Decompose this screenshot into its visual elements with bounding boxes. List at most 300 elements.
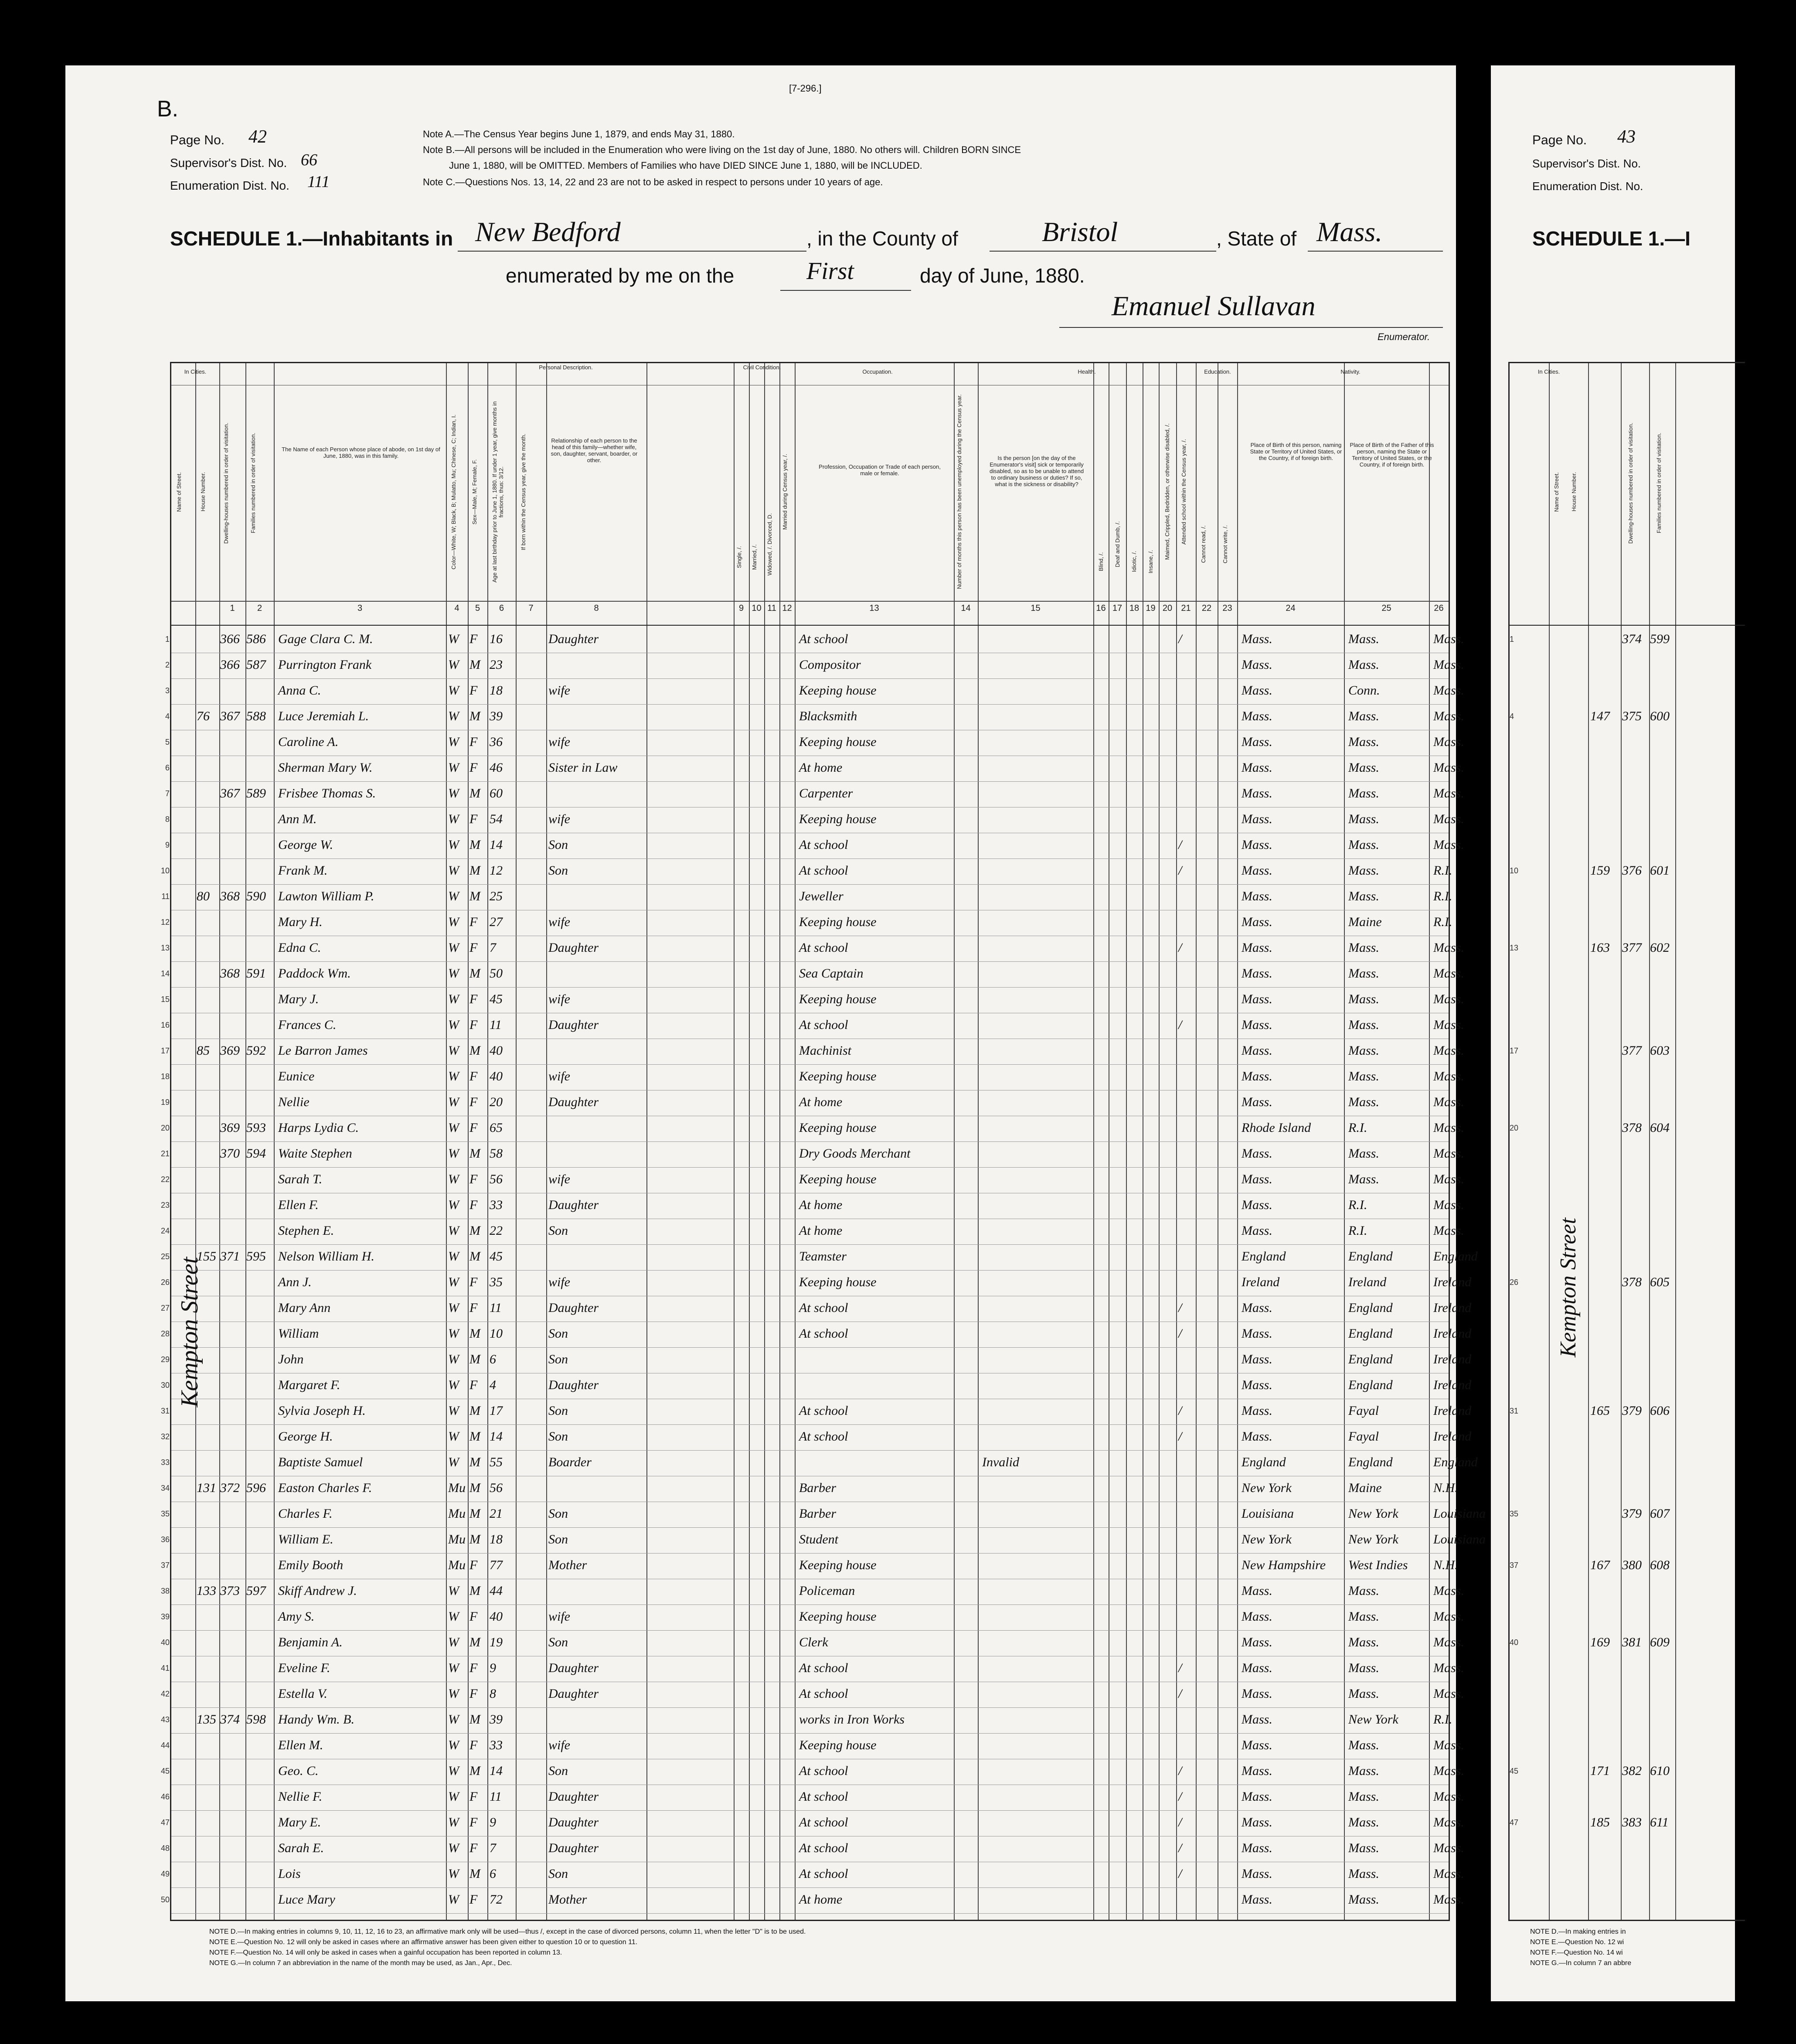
col-4-color: Color—White, W; Black, B; Mulatto, Mu; Chinese, C; Indian, I. [450, 414, 457, 569]
mother-birthplace-cell: R.I. [1433, 915, 1452, 929]
sex-cell: M [469, 657, 480, 672]
mother-birthplace-cell: Mass. [1433, 1609, 1464, 1624]
census-row [160, 1682, 1464, 1708]
column-number: 19 [1146, 603, 1156, 613]
father-birthplace-cell: Mass. [1348, 966, 1379, 981]
attended-school-cell: / [1178, 1686, 1182, 1701]
age-cell: 55 [490, 1455, 503, 1469]
enumeration-number: 111 [307, 173, 330, 191]
attended-school-cell: / [1178, 1018, 1182, 1032]
person-name-cell: Ann M. [278, 812, 317, 826]
relationship-cell: Daughter [548, 1815, 599, 1829]
age-cell: 25 [490, 889, 503, 903]
relationship-cell: wife [548, 1609, 570, 1624]
col-14-unemployed: Number of months this person has been unemployed during the Census year. [956, 394, 963, 589]
person-name-cell: Mary J. [278, 992, 319, 1006]
age-cell: 58 [490, 1146, 503, 1161]
occupation-cell: At school [799, 1018, 848, 1032]
relationship-cell: Mother [548, 1558, 587, 1572]
col-21-attended-school: Attended school within the Census year, /. [1180, 439, 1187, 545]
age-cell: 40 [490, 1043, 503, 1058]
father-birthplace-cell: Ireland [1348, 1275, 1387, 1289]
person-name-cell: Frances C. [278, 1018, 337, 1032]
occupation-cell: At school [799, 1686, 848, 1701]
birthplace-cell: Mass. [1242, 889, 1272, 903]
mother-birthplace-cell: Ireland [1433, 1352, 1472, 1366]
census-row [160, 1656, 1464, 1682]
occupation-cell: Barber [799, 1481, 836, 1495]
line-number: 17 [160, 1046, 170, 1055]
age-cell: 44 [490, 1584, 503, 1598]
page-number-label: Page No. [170, 133, 225, 147]
father-birthplace-cell: Mass. [1348, 1584, 1379, 1598]
dwelling-number-cell: 366 [220, 657, 240, 672]
mother-birthplace-cell: Mass. [1433, 1635, 1464, 1649]
line-number: 32 [160, 1432, 170, 1441]
family-number-cell: 604 [1650, 1121, 1670, 1135]
col-19-insane: Insane, /. [1147, 550, 1154, 573]
relationship-cell: Son [548, 1506, 568, 1521]
color-cell: W [448, 838, 459, 852]
person-name-cell: Ellen F. [278, 1198, 319, 1212]
relationship-cell: Son [548, 1404, 568, 1418]
mother-birthplace-cell: N.H. [1433, 1481, 1458, 1495]
color-cell: W [448, 735, 459, 749]
mother-birthplace-cell: Mass. [1433, 709, 1464, 723]
sex-cell: M [469, 1223, 480, 1238]
relationship-cell: Son [548, 1532, 568, 1547]
father-birthplace-cell: England [1348, 1352, 1393, 1366]
birthplace-cell: Rhode Island [1242, 1121, 1311, 1135]
line-number: 14 [160, 969, 170, 978]
occupation-cell: Policeman [799, 1584, 855, 1598]
sex-cell: F [469, 1738, 478, 1752]
sex-cell: F [469, 1789, 478, 1804]
col-23-cannot-write: Cannot write, /. [1222, 525, 1228, 563]
birthplace-cell: Mass. [1242, 1095, 1272, 1109]
age-cell: 23 [490, 657, 503, 672]
family-number-cell: 592 [246, 1043, 266, 1058]
mother-birthplace-cell: Mass. [1433, 1867, 1464, 1881]
color-cell: W [448, 1892, 459, 1907]
right-group-in-cities: In Cities. [1537, 368, 1560, 375]
father-birthplace-cell: R.I. [1348, 1198, 1367, 1212]
relationship-cell: Daughter [548, 1661, 599, 1675]
person-name-cell: Le Barron James [278, 1043, 368, 1058]
relationship-cell: Daughter [548, 1378, 599, 1392]
line-number: 11 [161, 892, 170, 901]
occupation-cell: Keeping house [799, 812, 877, 826]
color-cell: W [448, 786, 459, 801]
column-number: 16 [1096, 603, 1106, 613]
mother-birthplace-cell: Mass. [1433, 1223, 1464, 1238]
enumeration-label: Enumeration Dist. No. [170, 179, 289, 192]
attended-school-cell: / [1178, 940, 1182, 955]
father-birthplace-cell: New York [1348, 1506, 1398, 1521]
person-name-cell: Stephen E. [278, 1223, 334, 1238]
person-name-cell: Emily Booth [278, 1558, 344, 1572]
sickness-cell: Invalid [982, 1455, 1019, 1469]
mother-birthplace-cell: Mass. [1433, 1841, 1464, 1855]
attended-school-cell: / [1178, 1661, 1182, 1675]
county-name: Bristol [1042, 216, 1118, 247]
color-cell: W [448, 1121, 459, 1135]
birthplace-cell: Mass. [1242, 992, 1272, 1006]
birthplace-cell: Mass. [1242, 657, 1272, 672]
line-number: 19 [160, 1098, 170, 1107]
house-number-cell: 76 [197, 709, 210, 723]
house-number-cell: 131 [197, 1481, 216, 1495]
group-civil: Civil Condition. [743, 364, 781, 371]
father-birthplace-cell: Mass. [1348, 760, 1379, 775]
state-label: , State of [1216, 227, 1297, 250]
birthplace-cell: New Hampshire [1242, 1558, 1326, 1572]
line-number: 24 [160, 1226, 170, 1235]
person-name-cell: Edna C. [278, 940, 321, 955]
mother-birthplace-cell: Mass. [1433, 1043, 1464, 1058]
schedule-label: SCHEDULE 1.—Inhabitants in [170, 227, 453, 250]
note-f: NOTE F.—Question No. 14 will only be asked in cases when a gainful occupation has been reported in column 13. [209, 1949, 562, 1956]
father-birthplace-cell: Mass. [1348, 1635, 1379, 1649]
color-cell: W [448, 760, 459, 775]
birthplace-cell: Mass. [1242, 683, 1272, 698]
note-c: Note C.—Questions Nos. 13, 14, 22 and 23 are not to be asked in respect to persons under 10 years of age. [423, 177, 883, 187]
mother-birthplace-cell: Ireland [1433, 1404, 1472, 1418]
person-name-cell: Mary E. [278, 1815, 321, 1829]
family-number-cell: 599 [1650, 632, 1670, 646]
right-col-street: Name of Street. [1553, 472, 1560, 512]
mother-birthplace-cell: Mass. [1433, 1815, 1464, 1829]
right-col-family: Families numbered in order of visitation. [1656, 433, 1662, 534]
age-cell: 56 [490, 1481, 503, 1495]
sex-cell: F [469, 683, 478, 698]
age-cell: 33 [490, 1738, 503, 1752]
person-name-cell: Mary H. [278, 915, 323, 929]
person-name-cell: Sherman Mary W. [278, 760, 373, 775]
day-underline [780, 290, 911, 291]
right-census-row [1510, 1553, 1745, 1581]
house-number-cell: 185 [1590, 1815, 1610, 1829]
line-number: 35 [160, 1509, 170, 1518]
house-number-cell: 167 [1590, 1558, 1610, 1572]
color-cell: W [448, 1198, 459, 1212]
birthplace-cell: Mass. [1242, 709, 1272, 723]
line-number: 7 [165, 789, 170, 798]
census-row [160, 1759, 1464, 1785]
line-number: 2 [165, 661, 170, 669]
line-number: 37 [1510, 1561, 1519, 1570]
father-birthplace-cell: Mass. [1348, 1841, 1379, 1855]
age-cell: 11 [490, 1301, 502, 1315]
sex-cell: M [469, 1146, 480, 1161]
sex-cell: M [469, 1326, 480, 1341]
right-census-table [1508, 362, 1745, 1921]
occupation-cell: At school [799, 632, 848, 646]
dwelling-number-cell: 369 [220, 1043, 240, 1058]
col-13-occupation: Profession, Occupation or Trade of each person, male or female. [819, 463, 941, 477]
column-number: 6 [499, 603, 504, 613]
sex-cell: F [469, 1069, 478, 1083]
mother-birthplace-cell: Mass. [1433, 1198, 1464, 1212]
dwelling-number-cell: 373 [220, 1584, 240, 1598]
person-name-cell: Geo. C. [278, 1764, 319, 1778]
sex-cell: M [469, 1249, 480, 1264]
attended-school-cell: / [1178, 838, 1182, 852]
relationship-cell: Son [548, 1867, 568, 1881]
age-cell: 7 [490, 940, 496, 955]
birthplace-cell: Mass. [1242, 1686, 1272, 1701]
line-number: 3 [165, 686, 170, 695]
dwelling-number-cell: 381 [1622, 1635, 1642, 1649]
occupation-cell: At school [799, 1841, 848, 1855]
sex-cell: M [469, 1404, 480, 1418]
dwelling-number-cell: 370 [220, 1146, 240, 1161]
father-birthplace-cell: Mass. [1348, 863, 1379, 878]
col-2-family: Families numbered in order of visitation. [250, 433, 256, 534]
color-cell: W [448, 1635, 459, 1649]
census-row [160, 1707, 1452, 1734]
birthplace-cell: Mass. [1242, 1738, 1272, 1752]
mother-birthplace-cell: R.I. [1433, 889, 1452, 903]
occupation-cell: At school [799, 1867, 848, 1881]
color-cell: Mu [448, 1481, 466, 1495]
age-cell: 40 [490, 1069, 503, 1083]
color-cell: W [448, 1738, 459, 1752]
age-cell: 36 [490, 735, 503, 749]
right-census-row [1510, 1759, 1745, 1787]
occupation-cell: At school [799, 1404, 848, 1418]
father-birthplace-cell: Fayal [1348, 1404, 1379, 1418]
county-underline [990, 251, 1216, 252]
birthplace-cell: Mass. [1242, 735, 1272, 749]
age-cell: 56 [490, 1172, 503, 1186]
father-birthplace-cell: Mass. [1348, 812, 1379, 826]
relationship-cell: Daughter [548, 1841, 599, 1855]
column-number: 22 [1201, 603, 1212, 613]
family-number-cell: 611 [1650, 1815, 1669, 1829]
column-number: 10 [752, 603, 762, 613]
birthplace-cell: Mass. [1242, 1584, 1272, 1598]
mother-birthplace-cell: Ireland [1433, 1275, 1472, 1289]
line-number: 30 [160, 1381, 170, 1390]
line-number: 46 [160, 1792, 170, 1801]
sex-cell: M [469, 1429, 480, 1444]
occupation-cell: Dry Goods Merchant [799, 1146, 911, 1161]
sex-cell: M [469, 1584, 480, 1598]
father-birthplace-cell: New York [1348, 1532, 1398, 1547]
right-census-row [1510, 1502, 1745, 1530]
age-cell: 65 [490, 1121, 503, 1135]
family-number-cell: 598 [246, 1712, 266, 1727]
sex-cell: F [469, 1686, 478, 1701]
dwelling-number-cell: 368 [220, 966, 240, 981]
occupation-cell: Keeping house [799, 1069, 877, 1083]
line-number: 44 [160, 1741, 170, 1750]
right-note-f: NOTE F.—Question No. 14 wi [1530, 1949, 1623, 1956]
line-number: 26 [1510, 1278, 1519, 1287]
column-number: 21 [1181, 603, 1191, 613]
col-9-single: Single, /. [736, 546, 742, 569]
census-row [165, 678, 1464, 705]
census-page-left [65, 65, 1486, 2001]
father-birthplace-cell: England [1348, 1326, 1393, 1341]
occupation-cell: Blacksmith [799, 709, 857, 723]
dwelling-number-cell: 371 [220, 1249, 240, 1264]
age-cell: 21 [490, 1506, 503, 1521]
occupation-cell: At school [799, 1301, 848, 1315]
right-census-row [1510, 1116, 1745, 1144]
col-3-name: The Name of each Person whose place of abode, on 1st day of June, 1880, was in this family. [282, 446, 440, 459]
dwelling-number-cell: 368 [220, 889, 240, 903]
age-cell: 10 [490, 1326, 503, 1341]
house-number-cell: 85 [197, 1043, 210, 1058]
right-census-row [1510, 1630, 1745, 1658]
dwelling-number-cell: 375 [1622, 709, 1642, 723]
census-row [160, 936, 1464, 962]
father-birthplace-cell: England [1348, 1249, 1393, 1264]
census-row [160, 1887, 1464, 1914]
occupation-cell: Keeping house [799, 915, 877, 929]
group-education: Education. [1204, 368, 1231, 375]
color-cell: W [448, 1815, 459, 1829]
family-number-cell: 605 [1650, 1275, 1670, 1289]
census-row [160, 1785, 1464, 1811]
sex-cell: F [469, 1121, 478, 1135]
sex-cell: M [469, 1481, 480, 1495]
color-cell: W [448, 1352, 459, 1366]
family-number-cell: 597 [246, 1584, 266, 1598]
column-number: 9 [738, 603, 744, 613]
line-number: 8 [165, 815, 170, 824]
col-5-sex: Sex—Male, M; Female, F. [471, 459, 478, 525]
sex-cell: F [469, 1198, 478, 1212]
father-birthplace-cell: Mass. [1348, 1146, 1379, 1161]
dwelling-number-cell: 378 [1622, 1275, 1642, 1289]
census-row [160, 1141, 1464, 1168]
person-name-cell: Handy Wm. B. [278, 1712, 354, 1727]
birthplace-cell: Mass. [1242, 1429, 1272, 1444]
father-birthplace-cell: Maine [1348, 1481, 1382, 1495]
mother-birthplace-cell: R.I. [1433, 1712, 1452, 1727]
census-row [160, 1167, 1464, 1193]
line-number: 6 [165, 763, 170, 772]
occupation-cell: Keeping house [799, 1738, 877, 1752]
father-birthplace-cell: Mass. [1348, 992, 1379, 1006]
relationship-cell: Daughter [548, 1301, 599, 1315]
col-street: Name of Street. [176, 472, 182, 512]
father-birthplace-cell: Mass. [1348, 1018, 1379, 1032]
relationship-cell: Boarder [548, 1455, 592, 1469]
birthplace-cell: New York [1242, 1481, 1292, 1495]
census-row [160, 1373, 1472, 1399]
person-name-cell: Ellen M. [278, 1738, 323, 1752]
relationship-cell: Mother [548, 1892, 587, 1907]
right-page-number: 43 [1617, 127, 1636, 147]
census-row [160, 961, 1464, 988]
line-number: 47 [160, 1818, 170, 1827]
census-row [160, 1090, 1464, 1116]
relationship-cell: wife [548, 1172, 570, 1186]
sex-cell: M [469, 1532, 480, 1547]
note-a: Note A.—The Census Year begins June 1, 1879, and ends May 31, 1880. [423, 129, 735, 140]
relationship-cell: Son [548, 863, 568, 878]
state-name: Mass. [1316, 216, 1383, 247]
birthplace-cell: Mass. [1242, 940, 1272, 955]
age-cell: 17 [490, 1404, 503, 1418]
color-cell: W [448, 709, 459, 723]
column-number: 25 [1381, 603, 1391, 613]
person-name-cell: Lois [278, 1867, 301, 1881]
relationship-cell: wife [548, 812, 570, 826]
occupation-cell: Sea Captain [799, 966, 864, 981]
right-census-row [1510, 1810, 1745, 1838]
birthplace-cell: Mass. [1242, 1815, 1272, 1829]
person-name-cell: William [278, 1326, 319, 1341]
sex-cell: F [469, 1609, 478, 1624]
mother-birthplace-cell: Mass. [1433, 1584, 1464, 1598]
mother-birthplace-cell: Mass. [1433, 1789, 1464, 1804]
relationship-cell: wife [548, 735, 570, 749]
age-cell: 9 [490, 1661, 496, 1675]
color-cell: W [448, 632, 459, 646]
birthplace-cell: Mass. [1242, 1378, 1272, 1392]
line-number: 48 [160, 1844, 170, 1853]
person-name-cell: Eunice [278, 1069, 315, 1083]
occupation-cell: Compositor [799, 657, 861, 672]
right-census-row [1510, 1399, 1745, 1427]
line-number: 31 [1510, 1407, 1519, 1415]
line-number: 15 [160, 995, 170, 1004]
color-cell: W [448, 1841, 459, 1855]
col-25-father-birthplace: Place of Birth of the Father of this person, naming the State or Territory of United States, or the Country, if of foreign birth. [1350, 442, 1434, 468]
col-house: House Number. [200, 472, 206, 512]
person-name-cell: Sarah E. [278, 1841, 324, 1855]
house-number-cell: 165 [1590, 1404, 1610, 1418]
relationship-cell: wife [548, 683, 570, 698]
right-note-d: NOTE D.—In making entries in [1530, 1928, 1626, 1935]
form-stamp: [7-296.] [789, 83, 822, 94]
father-birthplace-cell: Mass. [1348, 1764, 1379, 1778]
line-number: 17 [1510, 1046, 1519, 1055]
occupation-cell: Keeping house [799, 1275, 877, 1289]
line-number: 47 [1510, 1818, 1519, 1827]
age-cell: 16 [490, 632, 503, 646]
age-cell: 39 [490, 1712, 503, 1727]
mother-birthplace-cell: Mass. [1433, 786, 1464, 801]
census-row [160, 1733, 1464, 1759]
family-number-cell: 600 [1650, 709, 1670, 723]
person-name-cell: Easton Charles F. [278, 1481, 372, 1495]
family-number-cell: 594 [246, 1146, 266, 1161]
father-birthplace-cell: Mass. [1348, 735, 1379, 749]
house-number-cell: 169 [1590, 1635, 1610, 1649]
occupation-cell: Carpenter [799, 786, 853, 801]
father-birthplace-cell: Mass. [1348, 709, 1379, 723]
color-cell: W [448, 812, 459, 826]
birthplace-cell: Mass. [1242, 1404, 1272, 1418]
group-in-cities: In Cities. [184, 368, 207, 375]
column-number: 13 [869, 603, 879, 613]
age-cell: 14 [490, 1764, 503, 1778]
line-number: 10 [160, 866, 170, 875]
dwelling-number-cell: 369 [220, 1121, 240, 1135]
line-number: 45 [1510, 1767, 1519, 1775]
birthplace-cell: Mass. [1242, 1069, 1272, 1083]
line-number: 37 [160, 1561, 170, 1570]
birthplace-cell: Mass. [1242, 1789, 1272, 1804]
census-row [165, 833, 1464, 859]
census-row [160, 858, 1452, 885]
